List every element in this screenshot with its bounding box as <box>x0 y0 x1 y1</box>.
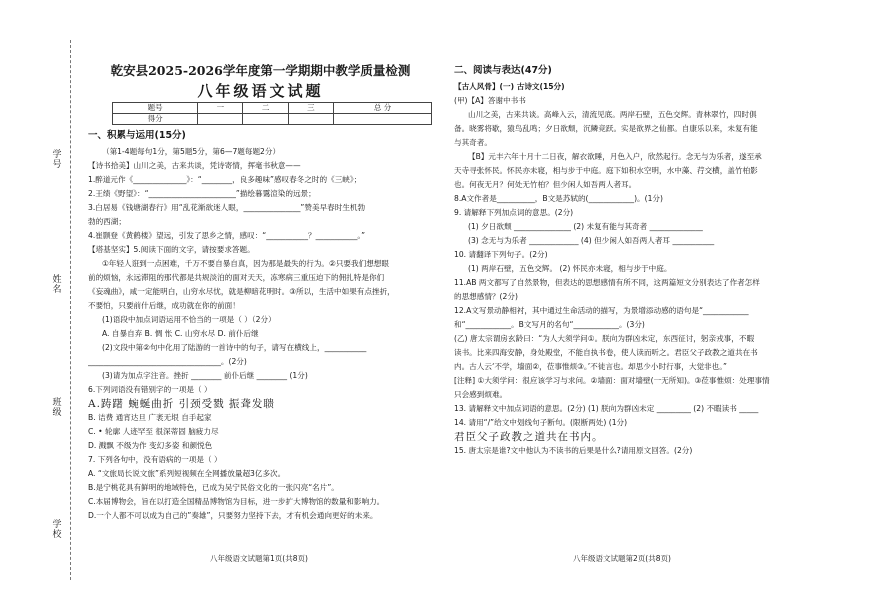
score-label: 得分 <box>113 114 198 125</box>
exam-subtitle: 八年级语文试题 <box>197 82 324 100</box>
text-line: 与其奇者。 <box>454 138 492 147</box>
score-cell[interactable] <box>243 114 288 125</box>
side-mark: 学校 <box>52 520 62 540</box>
text-line: 1.醉道元作《______________》：“________，良多趣味”感叹春冬之时的《三峡》； <box>88 175 362 184</box>
score-cell[interactable] <box>198 114 243 125</box>
text-line: D.一个人都不可以成为自己的”奏雄”，只要努力坚持下去，才有机会通向更好的未来。 <box>88 511 378 520</box>
text-line: 13. 请解释文中加点词语的意思。(2分) (1) 朕向为群凶未定 _________ (2) 不暇读书 _____ <box>454 404 759 413</box>
text-line: 6.下列词语没有错别字的一项是（ ） <box>88 385 212 394</box>
text-line: C. • 轮廓 人迹罕至 很深蒂固 脑疲力尽 <box>88 427 219 436</box>
text-line: (3) 念无与为乐者 _____________ (4) 但少闲人如吾两人者耳 ___________ <box>468 236 715 245</box>
text-line: (乙) 唐太宗谓房玄龄曰：“为人大须学问①。朕向为群凶未定，东西征讨，躬亲戎事，不暇 <box>454 334 755 343</box>
text-line: 11.AB 两文都写了自然景物，但表达的思想感情有所不同，这两篇短文分别表达了作者怎样 <box>454 278 760 287</box>
text-line: 君臣父子政教之道共在书内。 <box>454 431 604 443</box>
score-head: 一 <box>198 103 243 114</box>
text-line: 备。晓雾将歇，猿鸟乱鸣；夕日欲颓，沉鳞竞跃。实是欲界之仙都。自康乐以来，未复有能 <box>454 124 758 133</box>
text-line: 【诗书拾美】山川之美，古来共谈，凭诗寄情，挥毫书秋意—— <box>88 161 301 170</box>
text-line: B. 诘费 通宵达旦 广袤无垠 自手起家 <box>88 413 212 422</box>
side-mark: 学号 <box>52 150 62 170</box>
side-mark: 姓名 <box>52 275 62 295</box>
text-line: 4.崔颢登《黄鹤楼》望远，引发了思乡之情，感叹：“___________？___________。” <box>88 231 366 240</box>
text-line: [注释] ①大须学问：很应该学习与求问。②墙面：面对墙壁(一无所知)。③莅事惟烦：处理事情 <box>454 376 770 385</box>
text-line: 12.A文写景动静相衬，其中通过生命活动的描写，为景增添动感的语句是“____________ <box>454 306 749 315</box>
text-line: （第1-4题每句1分，第5题5分，第6—7题每题2分） <box>102 147 281 156</box>
text-line: ___________________________________。(2分) <box>88 357 247 366</box>
text-line: 3.白居易《钱塘湖春行》用“乱花渐欲迷人眼，_______________”赞美早春时生机勃 <box>88 203 366 212</box>
text-line: 9. 请解释下列加点词的意思。(2分) <box>454 208 574 217</box>
text-line: D. 溅飘 不级为作 变幻多姿 和颜悦色 <box>88 441 213 450</box>
score-head: 三 <box>288 103 333 114</box>
text-line: 14. 请用“/”给文中划线句子断句。(限断两处) (1分) <box>454 418 628 427</box>
right-column <box>454 62 829 458</box>
binding-dashed-line <box>70 40 71 580</box>
text-line: ①年轻人诳到一点困难，千万不要自暴自真，因为那是最失的行为。②只要我们想想眼 <box>102 259 389 268</box>
score-head: 题号 <box>113 103 198 114</box>
text-line: 7. 下列各句中，没有语病的一项是（ ） <box>88 455 222 464</box>
text-line: (1)语段中加点词语运用不恰当的一项是（ ）（2分） <box>102 315 276 324</box>
text-line: 8.A文作者是__________，B文是苏轼的(____________)。(1分) <box>454 194 663 203</box>
text-line: 【塔基坚实】5.阅读下面的文字，请按要求答题。 <box>88 245 255 254</box>
page-footer: 八年级语文试题第1页(共8页) <box>210 554 308 563</box>
exam-title: 乾安县2025-2026学年度第一学期期中教学质量检测 <box>110 63 411 78</box>
text-line: (1) 夕日欲颓 _______________ (2) 未复有能与其奇者 ______________ <box>468 222 703 231</box>
text-line: 不要怕，只要前什后继，成功就在你的前面！ <box>88 301 240 310</box>
text-line: 也。何夜无月？何处无竹柏？但少闲人如吾两人者耳。 <box>454 180 637 189</box>
score-head: 二 <box>243 103 288 114</box>
left-question-text <box>88 145 433 523</box>
text-line: 天寺寻张怀民。怀民亦未寝，相与步于中庭。庭下如积水空明，水中藻、荇交横，盖竹柏影 <box>454 166 758 175</box>
left-column <box>88 60 433 523</box>
text-line: 【B】元丰六年十月十二日夜，解衣欲睡，月色入户，欣然起行。念无与为乐者，遂至承 <box>468 152 762 161</box>
side-mark: 班级 <box>52 398 62 418</box>
text-line: 只会感到烦难。 <box>454 390 508 399</box>
text-line: A.踌躇 蜿蜒曲折 引颈受戮 振聋发聩 <box>88 398 275 410</box>
text-line: A. “文旅局长说文旅”系列短视频在全网播放量超3亿多次。 <box>88 469 286 478</box>
score-head: 总 分 <box>334 103 432 114</box>
score-cell[interactable] <box>288 114 333 125</box>
text-line: 的思想感情？(2分) <box>454 292 518 301</box>
score-table <box>112 102 432 125</box>
text-line: 勃的西湖； <box>88 217 126 226</box>
text-line: C.本届博物会，旨在以打造全国精品博物馆为目标，进一步扩大博物馆的数量和影响力。 <box>88 497 385 506</box>
text-line: 【古人风骨】(一) 古诗文(15分) <box>454 82 565 91</box>
text-line: 10. 请翻译下列句子。(2分) <box>454 250 548 259</box>
text-line: 读书。比来四海安静，身处殿堂，不能自执书卷，使人读而听之。君臣父子政教之道共在书 <box>454 348 758 357</box>
text-line: 15. 唐太宗是谁?文中他认为不读书的后果是什么?请用原文回答。(2分) <box>454 446 693 455</box>
text-line: B.是宁桃花具有鲜明的地域特色，已成为吴宁民俗文化的一张闪亮“名片”。 <box>88 483 339 492</box>
text-line: (甲)【A】答谢中书书 <box>454 96 526 105</box>
binding-margin <box>0 0 78 614</box>
text-line: (2)文段中第②句中化用了陆游的一首诗中的句子，请写在横线上，___________ <box>102 343 367 352</box>
page-footer: 八年级语文试题第2页(共8页) <box>573 554 671 563</box>
text-line: 和“____________。B文写月的名句“____________。(3分) <box>454 320 645 329</box>
right-question-text <box>454 80 829 458</box>
text-line: (1) 两岸石壁，五色交辉。 (2) 怀民亦未寝，相与步于中庭。 <box>468 264 672 273</box>
text-line: 前的烦恼，永远滞阻的那代都是共规淡泊的面对天天，冻寒病三重压迫下的佣扎特是你们 <box>88 273 385 282</box>
section-title: 一、积累与运用(15分) <box>88 130 186 141</box>
score-cell[interactable] <box>334 114 432 125</box>
section-title: 二、阅读与表达(47分) <box>454 65 552 76</box>
text-line: 内。古人云‘不学，墙面②，莅事惟烦③。’不徒言也。却思少小时行事，大觉非也。” <box>454 362 727 371</box>
text-line: 《妄魂曲》，咸一定能明白，山穷水尽忧，就是柳暗花明时。③所以，生活中如果有点挫折， <box>88 287 395 296</box>
text-line: (3)请为加点字注音。挫折 ________ 前仆后继 ________ (1分) <box>102 371 308 380</box>
text-line: 山川之美，古来共谈。高峰入云，清流见底。两岸石壁，五色交辉。青林翠竹，四时俱 <box>468 110 757 119</box>
text-line: 2.王绩《野望》：“_______________________”描绘暮霭渲染的远景； <box>88 189 316 198</box>
text-line: A. 自暴自弃 B. 惆 怅 C. 山穷水尽 D. 前仆后继 <box>102 329 259 338</box>
